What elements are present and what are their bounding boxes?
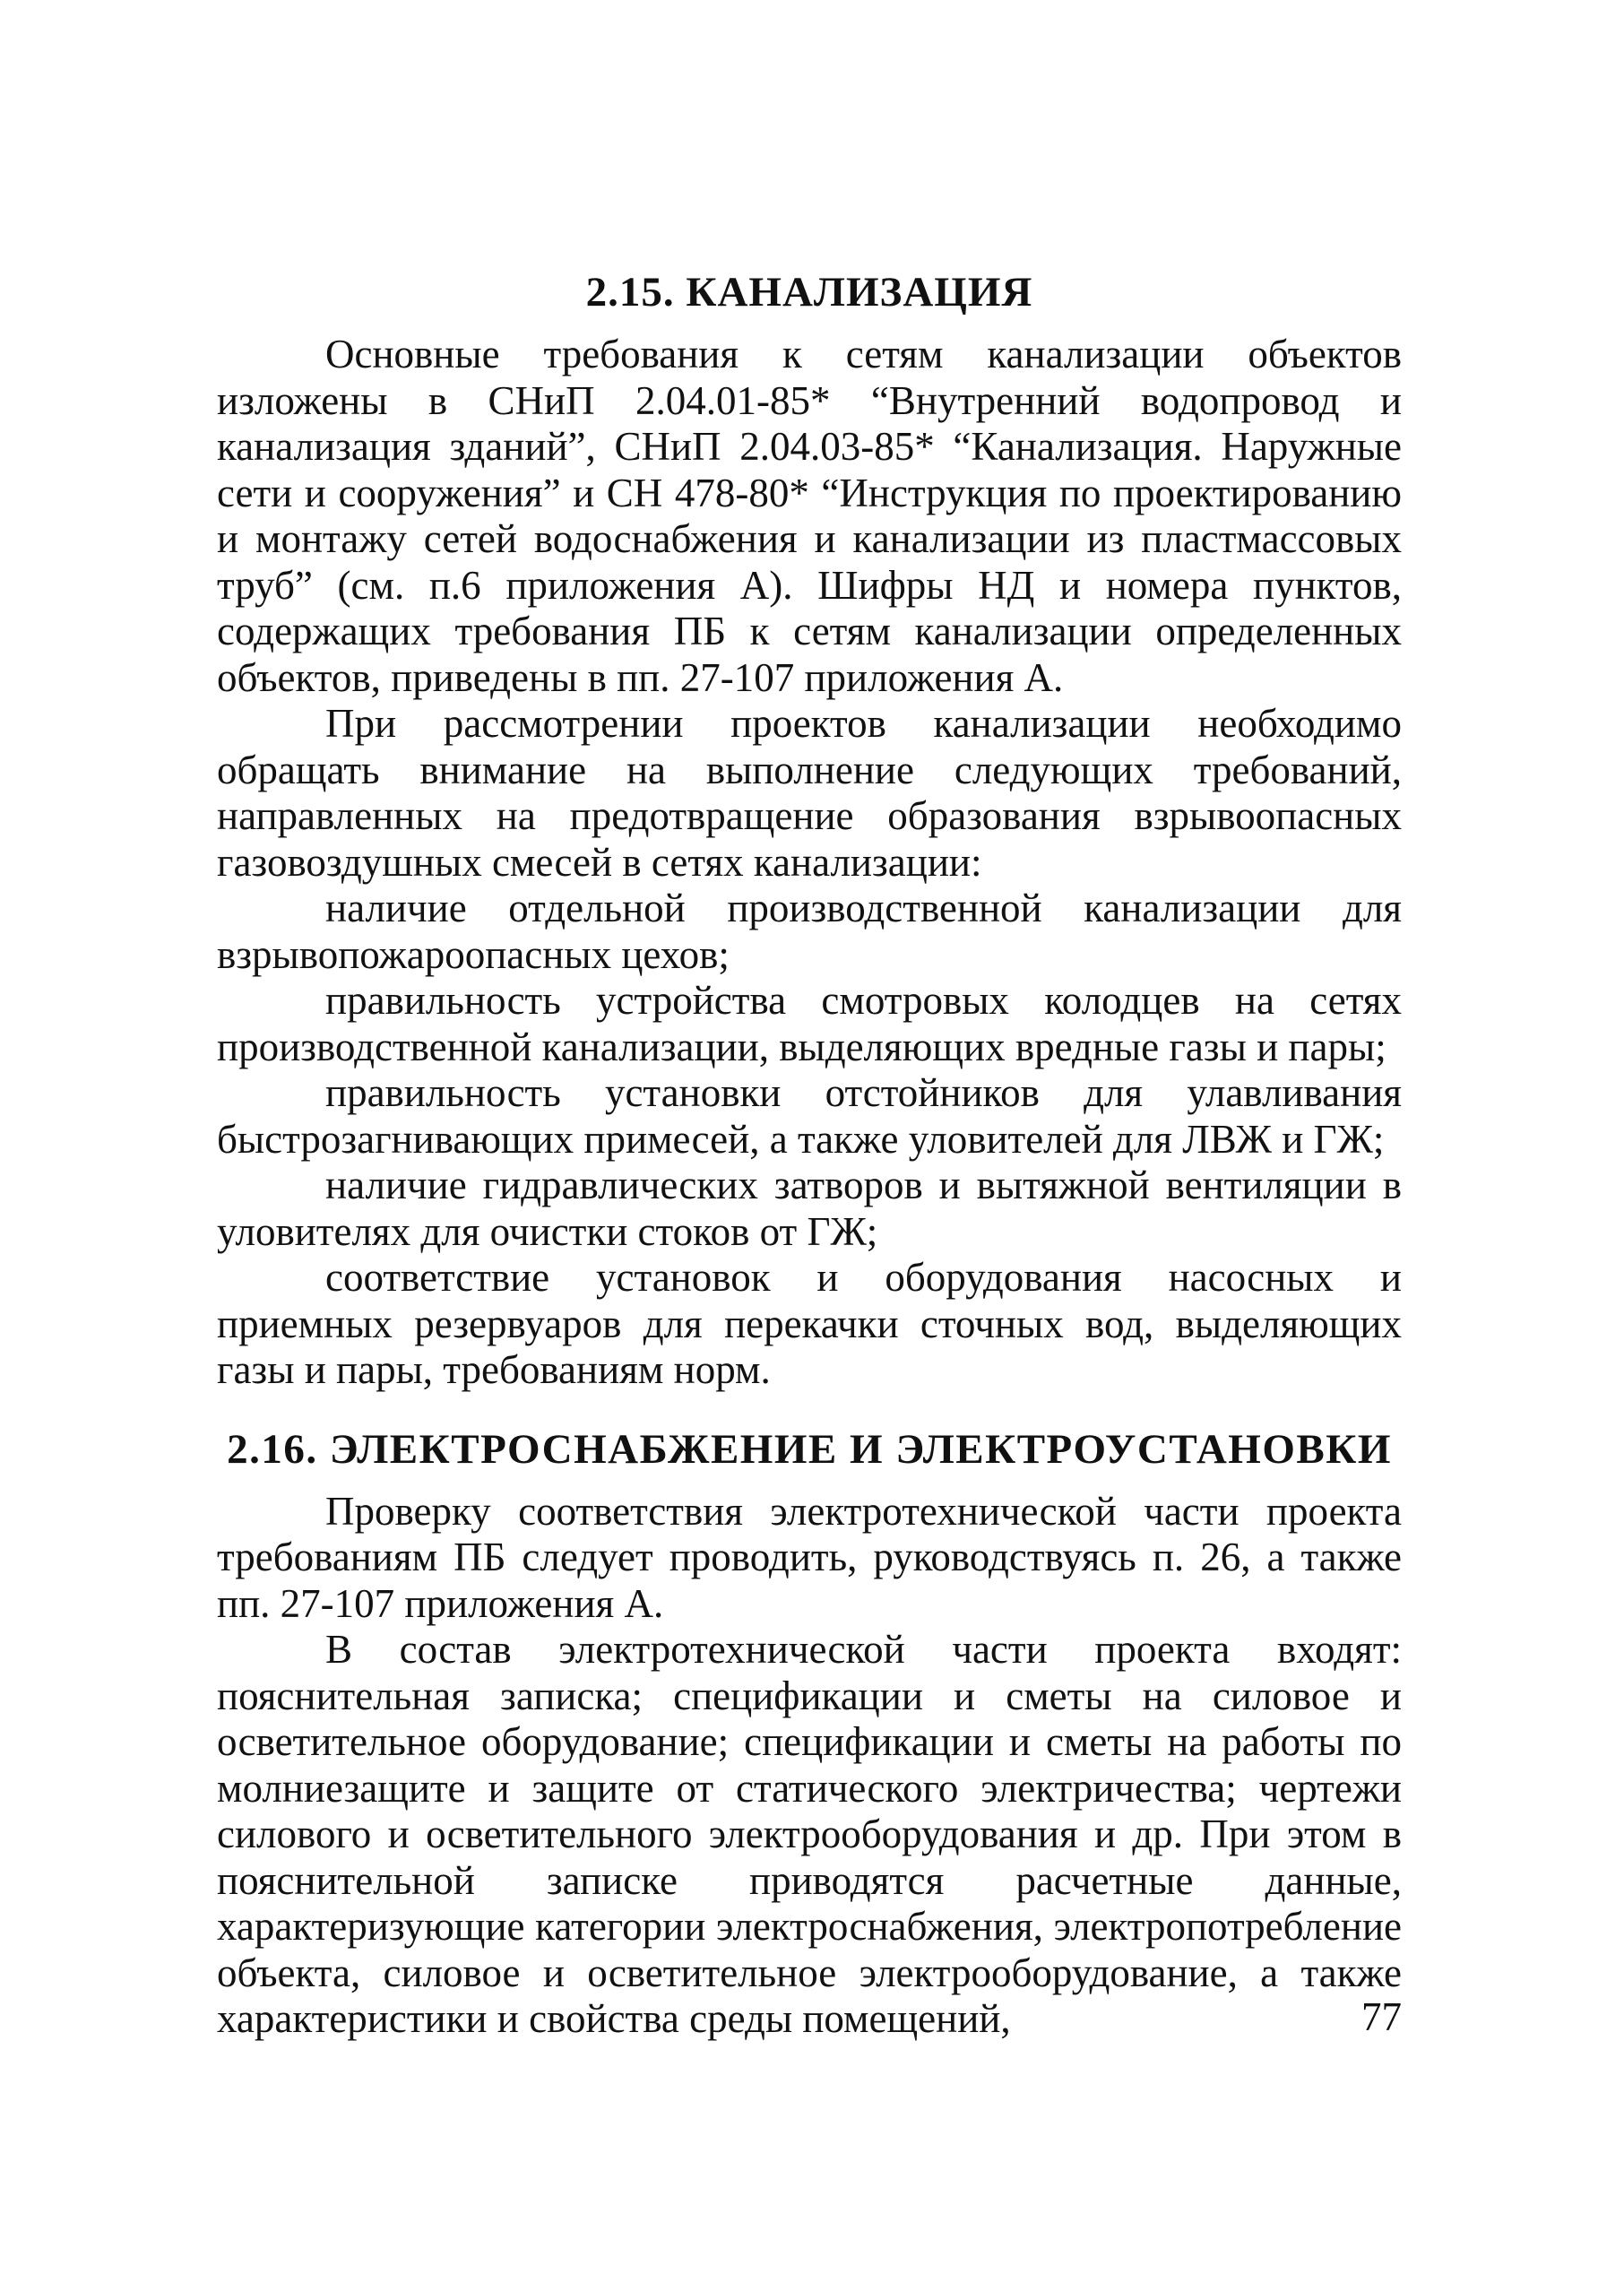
page-number: 77 xyxy=(1361,1994,1402,2039)
document-page xyxy=(217,265,1402,2043)
section-heading: 2.15. КАНАЛИЗАЦИЯ xyxy=(585,269,1033,316)
list-item: наличие отдельной производственной канализации для взрывопожароопасных цехов; xyxy=(217,886,1402,977)
section-power-supply xyxy=(217,1423,1402,2043)
paragraph: Основные требования к сетям канализации объектов изложены в СНиП 2.04.01-85* “Внутренний водопровод и канализация зданий”, СНиП 2.04.03-85* “Канализация. Наружные сети и сооружения” и СН 478-80* “Инструкция по проектированию и монтажу сетей водоснабжения и канализации из пластмассовых труб” (см. п.6 приложения А). Шифры НД и номера пунктов, содержащих требования ПБ к сетям канализации определенных объектов, приведены в пп. 27-107 приложения А. xyxy=(217,332,1402,700)
list-item: наличие гидравлических затворов и вытяжной вентиляции в уловителях для очистки стоков от ГЖ; xyxy=(217,1163,1402,1254)
paragraph: При рассмотрении проектов канализации необходимо обращать внимание на выполнение следующих требований, направленных на предотвращение образования взрывоопасных газовоздушных смесей в сетях канализации: xyxy=(217,701,1402,885)
paragraph: В состав электротехнической части проекта входят: пояснительная записка; спецификации и сметы на силовое и осветительное оборудование; спецификации и сметы на работы по молниезащите и защите от статического электричества; чертежи силового и осветительного электрооборудования и др. При этом в пояснительной записке приводятся расчетные данные, характеризующие категории электроснабжения, электропотребление объекта, силовое и осветительное электрооборудование, а также характеристики и свойства среды помещений, xyxy=(217,1627,1402,2041)
list-item: соответствие установок и оборудования насосных и приемных резервуаров для перекачки сточных вод, выделяющих газы и пары, требованиям норм. xyxy=(217,1255,1402,1392)
section-sewerage xyxy=(217,265,1402,1394)
paragraph: Проверку соответствия электротехнической части проекта требованиям ПБ следует проводить, руководствуясь п. 26, а также пп. 27-107 приложения А. xyxy=(217,1488,1402,1626)
list-item: правильность устройства смотровых колодцев на сетях производственной канализации, выделяющих вредные газы и пары; xyxy=(217,978,1402,1069)
list-item: правильность установки отстойников для улавливания быстрозагнивающих примесей, а также уловителей для ЛВЖ и ГЖ; xyxy=(217,1070,1402,1162)
section-heading: 2.16. ЭЛЕКТРОСНАБЖЕНИЕ И ЭЛЕКТРОУСТАНОВКИ xyxy=(227,1425,1392,1473)
